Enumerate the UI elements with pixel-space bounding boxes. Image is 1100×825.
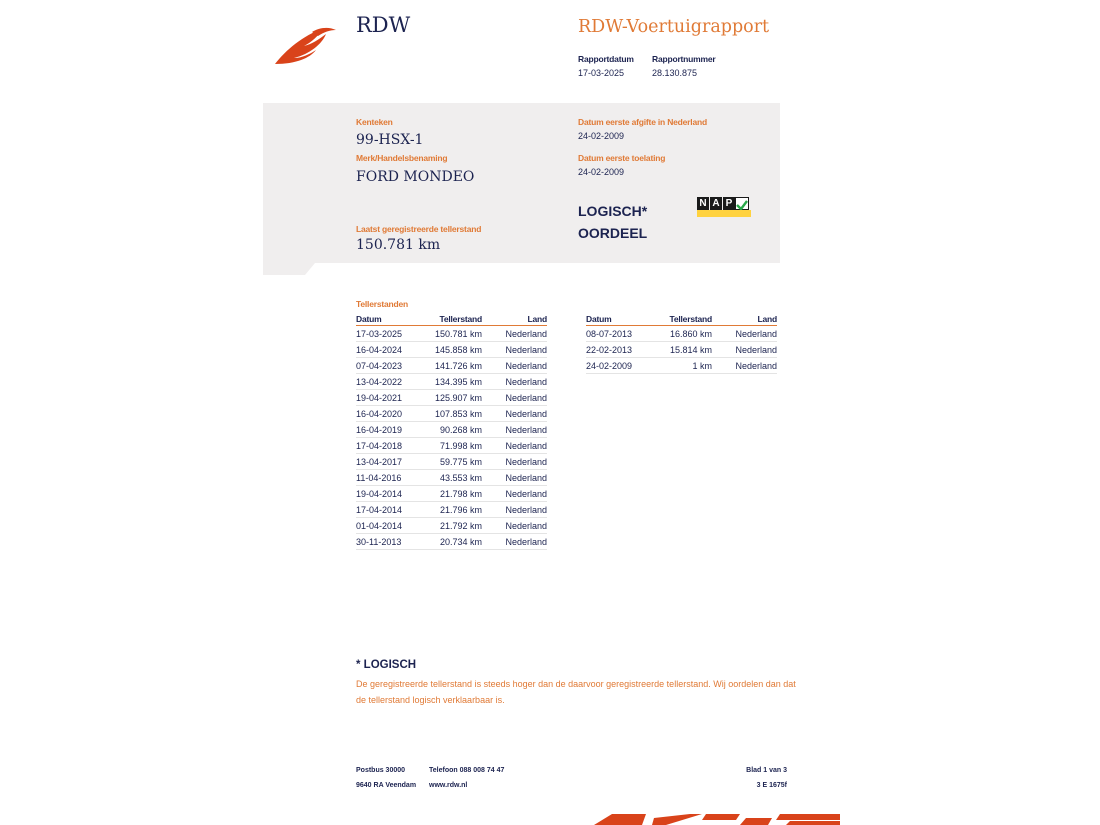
- cell-land: Nederland: [482, 422, 547, 438]
- cell-tellerstand: 125.907 km: [428, 390, 482, 406]
- verdict: [578, 200, 647, 244]
- cell-datum: 19-04-2021: [356, 390, 428, 406]
- cell-tellerstand: 21.798 km: [428, 486, 482, 502]
- footer-web[interactable]: www.rdw.nl: [429, 782, 468, 789]
- report-title: RDW-Voertuigrapport: [578, 17, 770, 37]
- table-row: [356, 518, 547, 534]
- nap-letter-a: A: [710, 197, 722, 210]
- cell-datum: 01-04-2014: [356, 518, 428, 534]
- table-row: [356, 342, 547, 358]
- nap-letter-n: N: [697, 197, 709, 210]
- rapportnummer-value: 28.130.875: [652, 68, 698, 78]
- verdict-line-1: LOGISCH*: [578, 203, 648, 219]
- cell-datum: 08-07-2013: [586, 326, 658, 342]
- footer-telefoon: Telefoon 088 008 74 47: [429, 767, 505, 774]
- cell-datum: 13-04-2017: [356, 454, 428, 470]
- cell-tellerstand: 71.998 km: [428, 438, 482, 454]
- cell-land: Nederland: [482, 486, 547, 502]
- cell-datum: 22-02-2013: [586, 342, 658, 358]
- table-row: [356, 374, 547, 390]
- col-datum: Datum: [356, 313, 428, 326]
- cell-tellerstand: 59.775 km: [428, 454, 482, 470]
- cell-datum: 24-02-2009: [586, 358, 658, 374]
- nap-letter-p: P: [723, 197, 735, 210]
- readings-title: Tellerstanden: [356, 299, 409, 309]
- cell-tellerstand: 21.796 km: [428, 502, 482, 518]
- cell-land: Nederland: [482, 454, 547, 470]
- cell-tellerstand: 90.268 km: [428, 422, 482, 438]
- vehicle-panel: [263, 103, 780, 275]
- kenteken-value: 99-HSX-1: [356, 132, 424, 148]
- rapportdatum-value: 17-03-2025: [578, 68, 625, 78]
- col-land: Land: [482, 313, 547, 326]
- cell-datum: 16-04-2024: [356, 342, 428, 358]
- cell-datum: 07-04-2023: [356, 358, 428, 374]
- col-datum: Datum: [586, 313, 658, 326]
- checkmark-icon: [735, 197, 749, 210]
- cell-land: Nederland: [712, 342, 777, 358]
- cell-tellerstand: 20.734 km: [428, 534, 482, 550]
- cell-datum: 30-11-2013: [356, 534, 428, 550]
- cell-datum: 17-03-2025: [356, 326, 428, 342]
- toelating-value: 24-02-2009: [578, 167, 625, 177]
- cell-tellerstand: 141.726 km: [428, 358, 482, 374]
- table-row: [356, 326, 547, 342]
- rapportdatum-label: Rapportdatum: [578, 54, 634, 64]
- cell-tellerstand: 1 km: [658, 358, 712, 374]
- readings-table-right: [586, 313, 777, 374]
- table-row: [356, 502, 547, 518]
- cell-land: Nederland: [482, 342, 547, 358]
- cell-tellerstand: 15.814 km: [658, 342, 712, 358]
- footer-postbus: Postbus 30000: [356, 767, 406, 774]
- cell-tellerstand: 150.781 km: [428, 326, 482, 342]
- tellerstand-value: 150.781 km: [356, 237, 441, 253]
- cell-land: Nederland: [482, 326, 547, 342]
- table-row: [356, 470, 547, 486]
- col-tellerstand: Tellerstand: [658, 313, 712, 326]
- cell-datum: 19-04-2014: [356, 486, 428, 502]
- table-row: [356, 486, 547, 502]
- cell-tellerstand: 43.553 km: [428, 470, 482, 486]
- table-row: [356, 358, 547, 374]
- logo-text: RDW: [356, 13, 411, 37]
- col-land: Land: [712, 313, 777, 326]
- cell-tellerstand: 107.853 km: [428, 406, 482, 422]
- toelating-label: Datum eerste toelating: [578, 153, 666, 163]
- table-row: [356, 438, 547, 454]
- rapportnummer-label: Rapportnummer: [652, 54, 716, 64]
- cell-land: Nederland: [482, 390, 547, 406]
- table-row: [356, 406, 547, 422]
- table-row: [586, 358, 777, 374]
- table-row: [356, 534, 547, 550]
- cell-land: Nederland: [712, 326, 777, 342]
- cell-land: Nederland: [482, 358, 547, 374]
- footer-blad: Blad 1 van 3: [746, 767, 787, 774]
- table-row: [586, 342, 777, 358]
- cell-tellerstand: 21.792 km: [428, 518, 482, 534]
- note-text: De geregistreerde tellerstand is steeds hoger dan de daarvoor geregistreerde tellerstand. Wij oordelen dan dat de tellerstand logisch verklaarbaar is.: [356, 679, 796, 705]
- cell-datum: 16-04-2020: [356, 406, 428, 422]
- rdw-logo-icon: [272, 24, 342, 66]
- cell-land: Nederland: [482, 534, 547, 550]
- table-row: [586, 326, 777, 342]
- cell-datum: 11-04-2016: [356, 470, 428, 486]
- footer-code: 3 E 1675f: [756, 782, 787, 789]
- cell-land: Nederland: [482, 374, 547, 390]
- readings-table-left: [356, 313, 547, 550]
- decorative-stripes-icon: [590, 812, 840, 825]
- cell-land: Nederland: [482, 502, 547, 518]
- cell-datum: 17-04-2018: [356, 438, 428, 454]
- cell-datum: 16-04-2019: [356, 422, 428, 438]
- cell-land: Nederland: [482, 470, 547, 486]
- cell-datum: 13-04-2022: [356, 374, 428, 390]
- tellerstand-label: Laatst geregistreerde tellerstand: [356, 224, 482, 234]
- afgifte-label: Datum eerste afgifte in Nederland: [578, 117, 707, 127]
- cell-tellerstand: 145.858 km: [428, 342, 482, 358]
- table-row: [356, 390, 547, 406]
- kenteken-label: Kenteken: [356, 117, 393, 127]
- merk-label: Merk/Handelsbenaming: [356, 153, 448, 163]
- cell-land: Nederland: [482, 518, 547, 534]
- table-row: [356, 422, 547, 438]
- cell-tellerstand: 134.395 km: [428, 374, 482, 390]
- verdict-line-2: OORDEEL: [578, 225, 648, 241]
- note-title: * LOGISCH: [356, 659, 417, 671]
- cell-land: Nederland: [712, 358, 777, 374]
- nap-yellow-bar: [697, 210, 751, 217]
- footer-adres: 9640 RA Veendam: [356, 782, 417, 789]
- table-row: [356, 454, 547, 470]
- cell-land: Nederland: [482, 406, 547, 422]
- cell-land: Nederland: [482, 438, 547, 454]
- cell-tellerstand: 16.860 km: [658, 326, 712, 342]
- nap-logo: [697, 197, 751, 219]
- merk-value: FORD MONDEO: [356, 169, 475, 185]
- col-tellerstand: Tellerstand: [428, 313, 482, 326]
- cell-datum: 17-04-2014: [356, 502, 428, 518]
- afgifte-value: 24-02-2009: [578, 131, 625, 141]
